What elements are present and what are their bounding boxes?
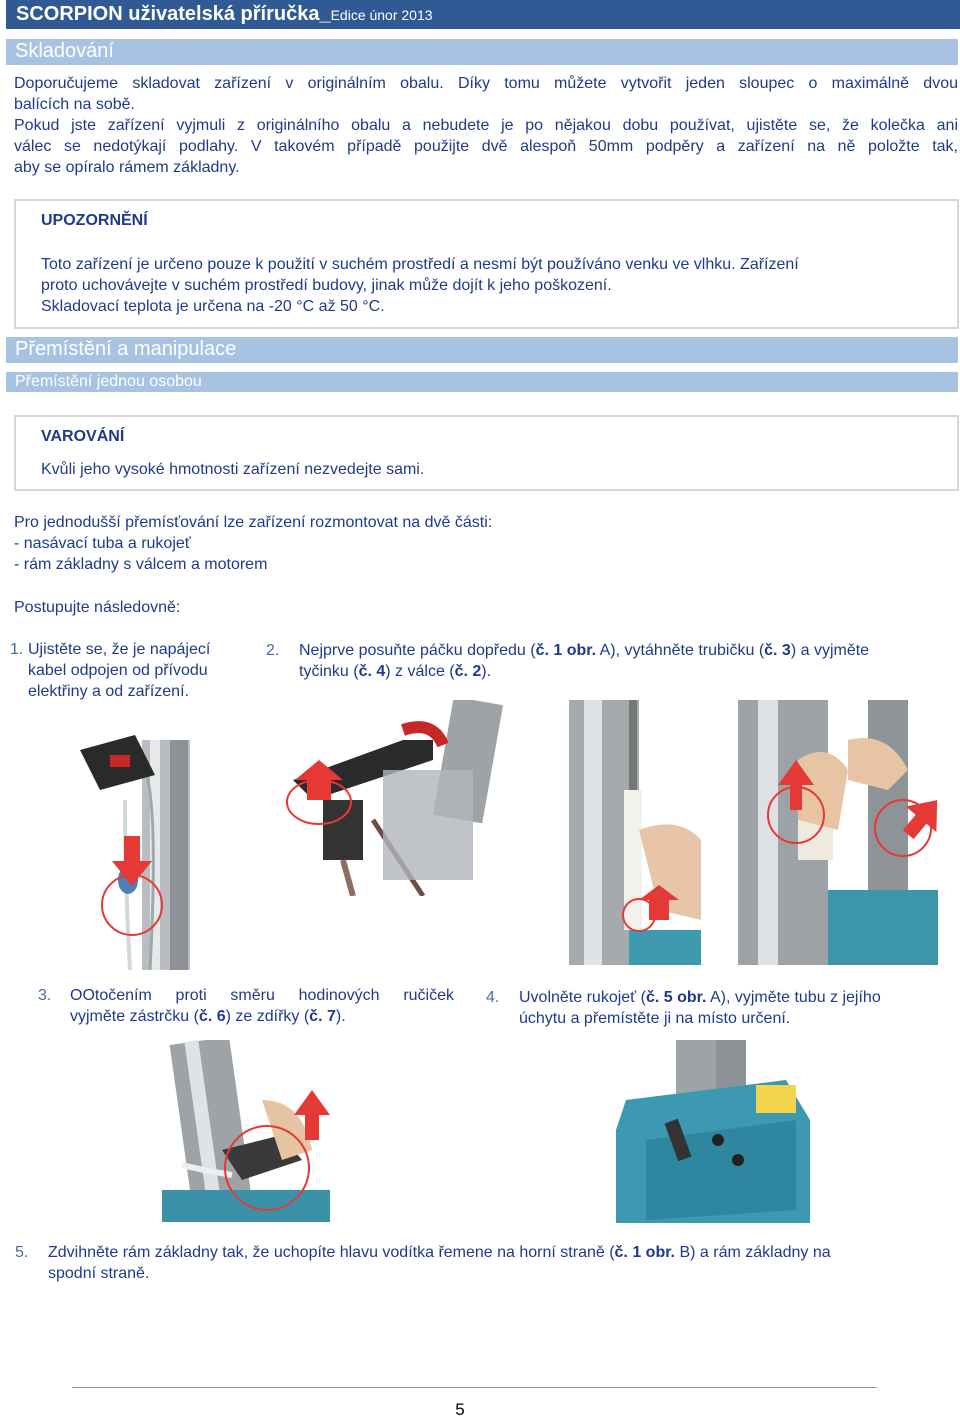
footer-divider <box>72 1387 877 1388</box>
t: Uvolněte rukojeť ( <box>519 989 646 1006</box>
step-5-line-1 <box>48 1242 959 1263</box>
storage-paragraph <box>14 73 958 178</box>
storage-line-1: Doporučujeme skladovat zařízení v originálním obalu. Díky tomu můžete vytvořit jeden sloupec o maximálně dvou <box>14 75 958 92</box>
t: č. <box>358 663 372 680</box>
t: č. 5 obr. <box>645 989 707 1006</box>
warning-text: Kvůli jeho vysoké hmotnosti zařízení nezvedejte sami. <box>41 461 425 478</box>
edition-label: Edice únor 2013 <box>330 7 433 23</box>
step-5-text <box>48 1242 959 1284</box>
step-2-number: 2. <box>266 642 280 659</box>
title-main: SCORPION uživatelská příručka_ <box>16 3 331 25</box>
t: č. 1 obr. <box>535 642 597 659</box>
document-title <box>16 3 433 26</box>
notice-text <box>41 254 941 317</box>
t: 7 <box>322 1008 336 1025</box>
proceed-label: Postupujte následovně: <box>14 599 181 616</box>
step-1-line-2: kabel odpojen od přívodu <box>28 662 208 679</box>
t: A), vytáhněte trubičku ( <box>596 642 765 659</box>
t: 6 <box>212 1008 226 1025</box>
section-heading-storage: Skladování <box>6 39 958 65</box>
step-2-text <box>299 640 959 682</box>
t: č. <box>309 1008 323 1025</box>
t: ). <box>481 663 492 680</box>
t: B) a rám základny na <box>675 1244 831 1261</box>
step-5-number: 5. <box>15 1244 29 1261</box>
step-3-text <box>70 985 454 1027</box>
t: ) ze zdířky ( <box>225 1008 310 1025</box>
step-4-line-1 <box>519 987 959 1008</box>
subsection-heading-one-person: Přemístění jednou osobou <box>6 372 958 392</box>
t: č. 1 obr. <box>614 1244 675 1261</box>
photo-remove-rod <box>738 700 938 965</box>
step-3-line-1: OOtočením proti směru hodinových ručiček <box>70 987 454 1004</box>
notice-title: UPOZORNĚNÍ <box>41 212 148 229</box>
step-4-line-2: úchytu a přemístěte ji na místo určení. <box>519 1010 791 1027</box>
t: č. <box>198 1008 213 1025</box>
step-4-number: 4. <box>486 989 500 1006</box>
t: ) z válce ( <box>385 663 455 680</box>
warning-title: VAROVÁNÍ <box>41 428 125 445</box>
step-1-text <box>28 639 248 702</box>
photo-handle-release <box>616 1040 810 1223</box>
t: ). <box>335 1008 346 1025</box>
section-heading-moving: Přemístění a manipulace <box>6 337 958 363</box>
step-2-line-2 <box>299 661 959 682</box>
t: 4 <box>371 663 386 680</box>
notice-line-1: Toto zařízení je určeno pouze k použití v suchém prostředí a nesmí být používáno venku ve vlhku. Zařízení <box>41 256 799 273</box>
photo-power-cable <box>80 720 195 970</box>
t: A), vyjměte tubu z jejího <box>706 989 881 1006</box>
photo-pull-tube <box>569 700 701 965</box>
t: č. <box>764 642 778 659</box>
step-3-number: 3. <box>38 987 52 1004</box>
storage-line-5: aby se opíralo rámem základny. <box>14 159 240 176</box>
t: tyčinku ( <box>299 663 359 680</box>
t: Nejprve posuňte páčku dopředu ( <box>299 642 536 659</box>
t: Zdvihněte rám základny tak, že uchopíte hlavu vodítka řemene na horní straně ( <box>48 1244 615 1261</box>
step-4-text <box>519 987 959 1029</box>
t: ) a vyjměte <box>790 642 870 659</box>
step-3-line-2 <box>70 1006 454 1027</box>
photo-plug-socket <box>162 1040 330 1222</box>
step-1-line-1: Ujistěte se, že je napájecí <box>28 641 211 658</box>
storage-line-4: válec se nedotýkají podlahy. V takovém případě použijte dvě alespoň 50mm podpěry a zařízení na ně položte tak, <box>14 138 958 155</box>
t: vyjměte zástrčku ( <box>70 1008 199 1025</box>
notice-line-3: Skladovací teplota je určena na -20 °C až 50 °C. <box>41 298 385 315</box>
intro-line: Pro jednodušší přemísťování lze zařízení rozmontovat na dvě části: <box>14 514 493 531</box>
notice-box <box>14 199 959 329</box>
storage-line-2: balících na sobě. <box>14 96 135 113</box>
step-1-number: 1. <box>10 641 24 658</box>
storage-line-3: Pokud jste zařízení vyjmuli z originálního obalu a nebudete je po nějakou dobu používat, ujistěte se, že kolečka ani <box>14 117 958 134</box>
step-2-line-1 <box>299 640 959 661</box>
step-1-line-3: elektřiny a od zařízení. <box>28 683 189 700</box>
intro-text <box>14 512 492 575</box>
step-5-line-2: spodní straně. <box>48 1265 150 1282</box>
warning-box <box>14 415 959 491</box>
t: č. <box>454 663 468 680</box>
photo-lever <box>283 700 515 896</box>
notice-line-2: proto uchovávejte v suchém prostředí budovy, jinak může dojít k jeho poškození. <box>41 277 612 294</box>
document-header <box>6 0 960 29</box>
intro-item-tube: - nasávací tuba a rukojeť <box>14 535 191 552</box>
page-number: 5 <box>455 1400 465 1418</box>
t: 2 <box>467 663 482 680</box>
intro-item-base: - rám základny s válcem a motorem <box>14 556 268 573</box>
t: 3 <box>777 642 791 659</box>
